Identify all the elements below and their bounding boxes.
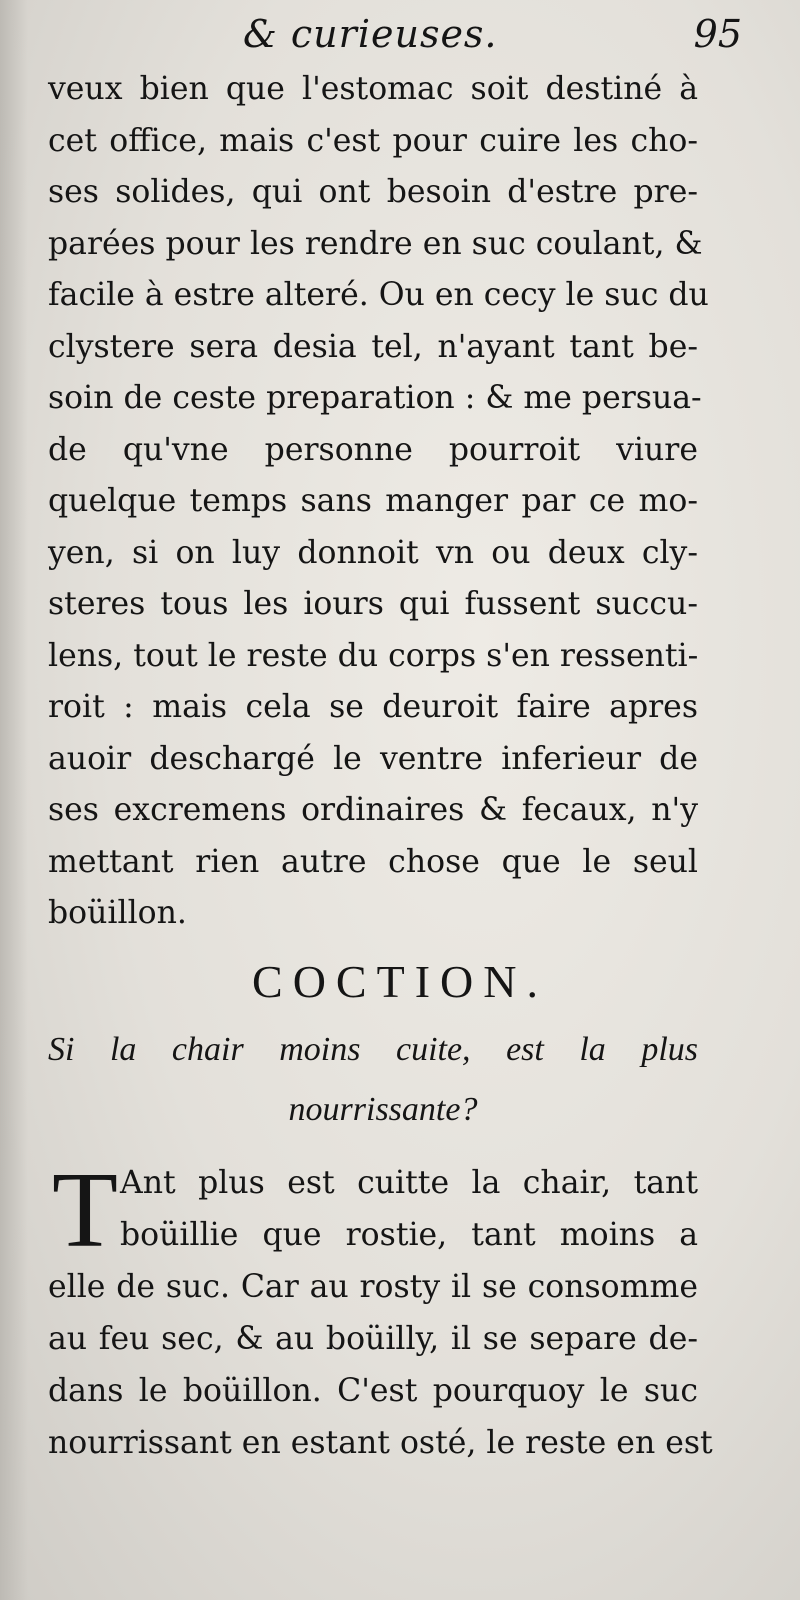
question-line: Si la chair moins cuite, est la plus xyxy=(48,1031,698,1068)
text-line: nourrissant en estant osté, le reste en est xyxy=(48,1425,713,1461)
text-line: facile à estre alteré. Ou en cecy le suc du xyxy=(48,277,709,313)
text-line: yen, si on luy donnoit vn ou deux cly- xyxy=(48,534,698,571)
text-line: elle de suc. Car au rosty il se consomme xyxy=(48,1269,698,1305)
text-line: de qu'vne personne pourroit viure xyxy=(48,431,698,468)
text-line: veux bien que l'estomac soit destiné à xyxy=(48,71,698,107)
text-line: ses solides, qui ont besoin d'estre pre- xyxy=(48,174,698,210)
text-line: clystere sera desia tel, n'ayant tant be- xyxy=(48,328,698,365)
text-line: boüillie que rostie, tant moins a xyxy=(120,1217,698,1253)
section-question xyxy=(48,1020,698,1140)
text-line: quelque temps sans manger par ce mo- xyxy=(48,483,698,519)
page-number: 95 xyxy=(693,12,742,56)
running-title: & curieuses. xyxy=(243,12,498,56)
text-line: parées pour les rendre en suc coulant, & xyxy=(48,225,703,262)
paragraph-1 xyxy=(48,64,709,940)
text-line: dans le boüillon. C'est pourquoy le suc xyxy=(48,1373,698,1409)
drop-cap: T xyxy=(52,1151,118,1270)
text-line: auoir deschargé le ventre inferieur de xyxy=(48,740,698,777)
text-line: ses excremens ordinaires & fecaux, n'y xyxy=(48,792,698,828)
paragraph-2 xyxy=(48,1151,713,1469)
text-line: mettant rien autre chose que le seul xyxy=(48,843,698,880)
text-line: roit : mais cela se deuroit faire apres xyxy=(48,689,698,725)
text-line: soin de ceste preparation : & me persua- xyxy=(48,380,702,416)
section-heading: COCTION. xyxy=(252,956,548,1007)
running-head xyxy=(48,12,742,64)
text-line: steres tous les iours qui fussent succu- xyxy=(48,586,698,622)
text-line: boüillon. xyxy=(48,895,187,931)
text-line: cet office, mais c'est pour cuire les cho- xyxy=(48,122,698,159)
text-line: lens, tout le reste du corps s'en ressenti- xyxy=(48,637,699,674)
text-line: Ant plus est cuitte la chair, tant xyxy=(120,1165,698,1201)
question-line: nourrissante? xyxy=(288,1091,478,1128)
text-line: au feu sec, & au boüilly, il se separe de- xyxy=(48,1321,698,1357)
